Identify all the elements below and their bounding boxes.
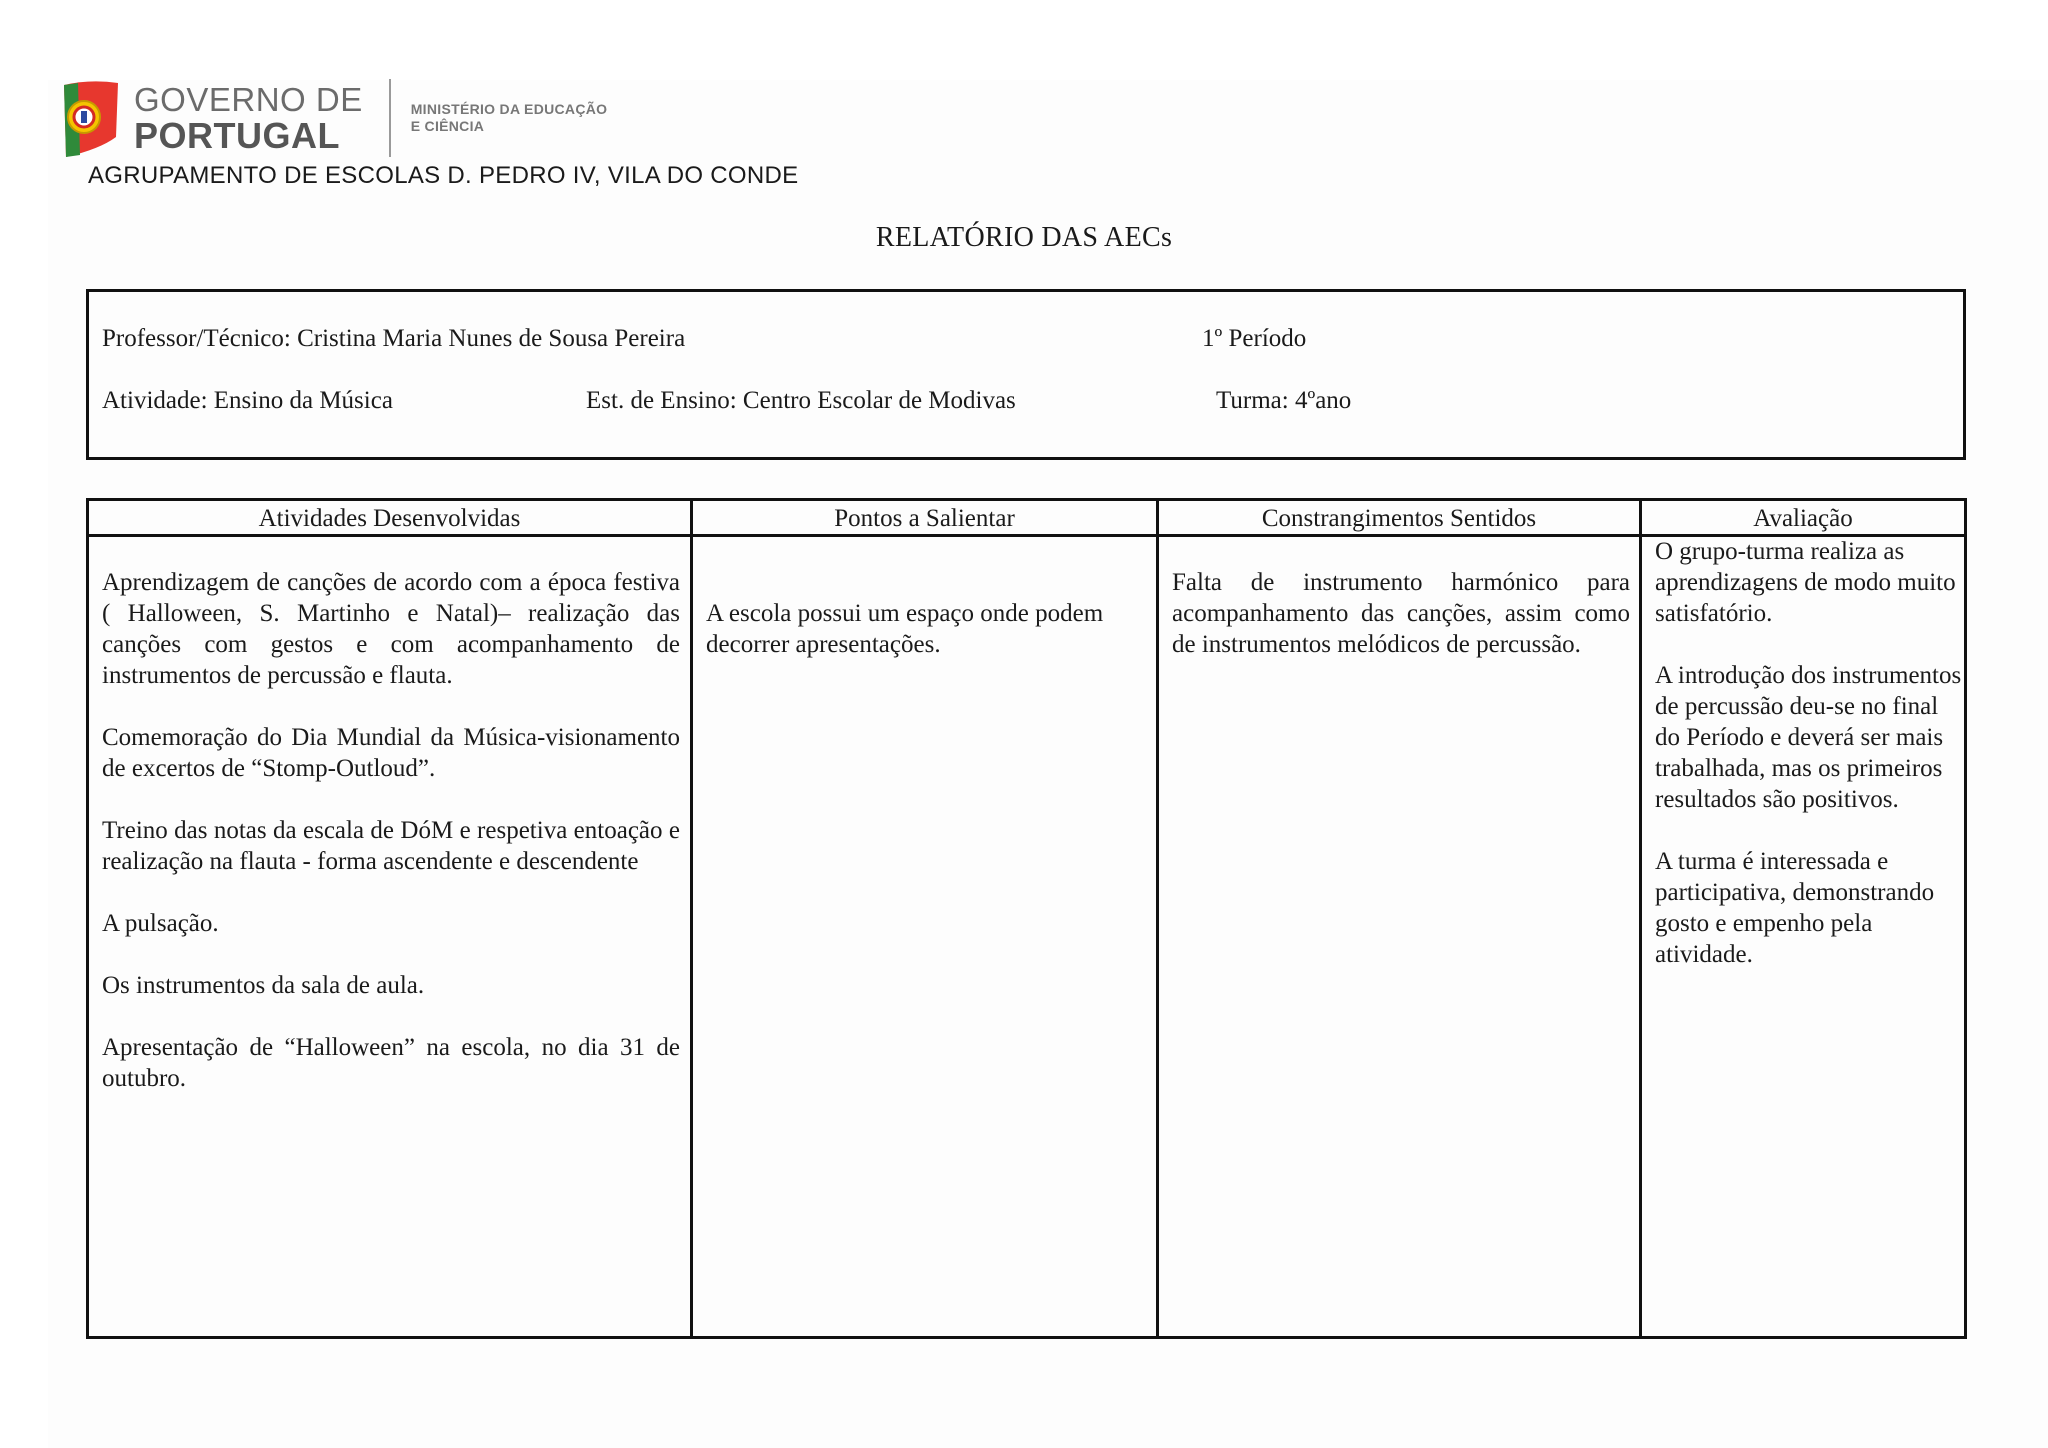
ministry-line-1: MINISTÉRIO DA EDUCAÇÃO <box>410 101 608 118</box>
constrangimentos-cell <box>1172 567 1630 660</box>
avaliacao-cell <box>1655 536 1965 970</box>
periodo-field: 1º Período <box>1202 325 1307 352</box>
column-header-constrangimentos: Constrangimentos Sentidos <box>1261 505 1537 532</box>
atividade-item: A pulsação. <box>102 910 219 937</box>
report-table <box>86 498 1967 1339</box>
avaliacao-item: O grupo-turma realiza as aprendizagens de modo muito satisfatório. <box>1655 538 1956 627</box>
column-header-pontos: Pontos a Salientar <box>834 505 1015 532</box>
constrangimento-item: Falta de instrumento harmónico para acompanhamento das canções, assim como de instrumentos melódicos de percussão. <box>1172 569 1630 658</box>
column-divider <box>1156 501 1159 1336</box>
governo-portugal-logo <box>60 76 607 160</box>
column-divider <box>690 501 693 1336</box>
column-divider <box>1639 501 1642 1336</box>
professor-field: Professor/Técnico: Cristina Maria Nunes de Sousa Pereira <box>102 325 686 352</box>
atividade-item: Treino das notas da escala de DóM e respetiva entoação e realização na flauta - forma ascendente e descendente <box>102 817 680 875</box>
ministry-line-2: E CIÊNCIA <box>410 118 485 134</box>
page-title: RELATÓRIO DAS AECs <box>875 222 1173 253</box>
column-header-avaliacao: Avaliação <box>1753 505 1853 532</box>
logo-line-2: PORTUGAL <box>134 114 340 156</box>
logo-divider <box>389 79 391 157</box>
pontos-cell <box>706 598 1151 660</box>
atividades-cell <box>102 567 680 1094</box>
info-box <box>86 289 1966 460</box>
estabelecimento-field: Est. de Ensino: Centro Escolar de Modivas <box>586 387 1016 414</box>
logo-line-1: GOVERNO DE <box>134 80 363 118</box>
atividade-item: Comemoração do Dia Mundial da Música-visionamento de excertos de “Stomp-Outloud”. <box>102 724 680 782</box>
atividade-item: Os instrumentos da sala de aula. <box>102 972 425 999</box>
portugal-coat-of-arms-icon <box>60 77 120 159</box>
school-name: AGRUPAMENTO DE ESCOLAS D. PEDRO IV, VILA DO CONDE <box>88 162 799 189</box>
avaliacao-item: A turma é interessada e participativa, demonstrando gosto e empenho pela atividade. <box>1655 848 1935 968</box>
atividade-item: Apresentação de “Halloween” na escola, no dia 31 de outubro. <box>102 1034 680 1092</box>
column-header-atividades: Atividades Desenvolvidas <box>258 505 521 532</box>
turma-field: Turma: 4ºano <box>1216 387 1352 414</box>
atividade-item: Aprendizagem de canções de acordo com a época festiva ( Halloween, S. Martinho e Natal)– realização das canções com gestos e com acompanhamento de instrumentos de percussão e flauta. <box>102 569 680 689</box>
ponto-item: A escola possui um espaço onde podem decorrer apresentações. <box>706 600 1104 658</box>
avaliacao-item: A introdução dos instrumentos de percussão deu-se no final do Período e deverá ser mais trabalhada, mas os primeiros resultados são positivos. <box>1655 662 1962 813</box>
atividade-field: Atividade: Ensino da Música <box>102 387 393 414</box>
